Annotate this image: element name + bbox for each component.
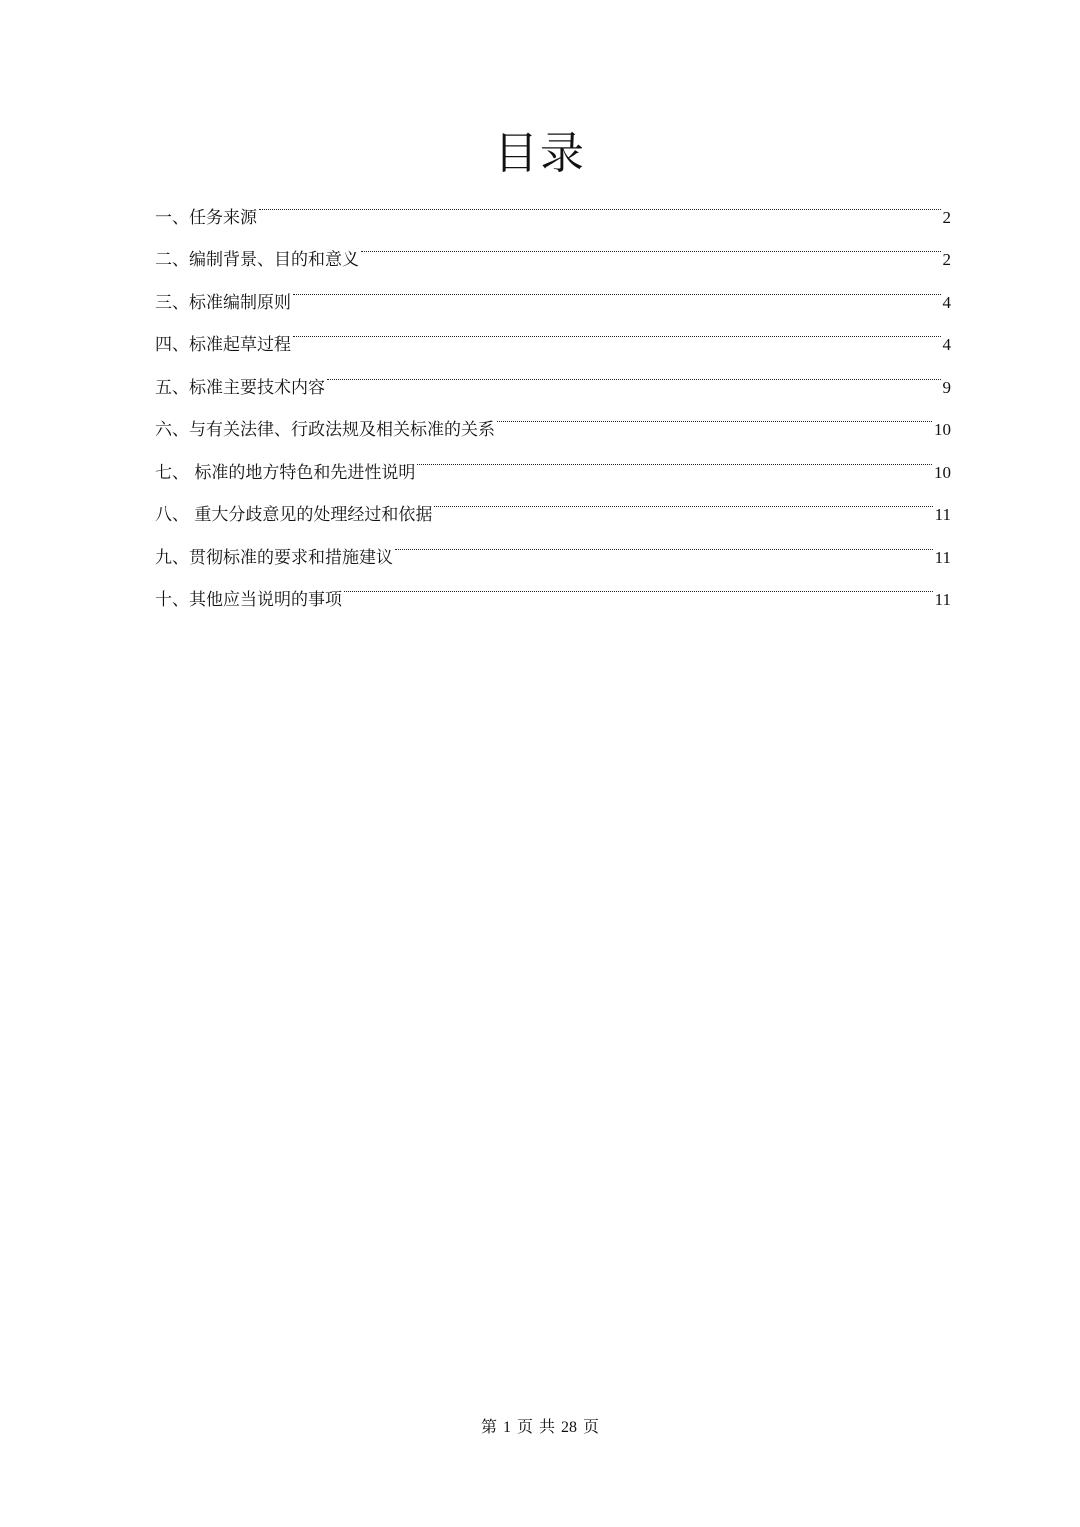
toc-entry-number: 十、: [155, 590, 189, 610]
footer-suffix: 页: [583, 1417, 600, 1436]
footer-current-page: 1: [502, 1419, 511, 1436]
toc-entry-page-number: 11: [934, 505, 951, 524]
toc-entry-label: 标准编制原则: [189, 292, 291, 313]
footer-prefix: 第: [480, 1417, 497, 1436]
toc-entry-label: 贯彻标准的要求和措施建议: [189, 547, 393, 568]
footer-total-pages: 28: [561, 1419, 578, 1436]
toc-dot-leader: [434, 478, 932, 521]
toc-dot-leader: [395, 520, 933, 563]
toc-entry-number: 四、: [155, 335, 189, 355]
toc-entry-label: 任务来源: [189, 207, 257, 228]
toc-dot-leader: [327, 350, 941, 393]
toc-entry-page-number: 10: [934, 462, 951, 482]
toc-entry-2[interactable]: [155, 223, 951, 270]
toc-entry-label: 编制背景、目的和意义: [189, 250, 359, 270]
toc-dot-leader: [417, 435, 932, 478]
toc-entry-number: 一、: [155, 207, 189, 228]
footer-total-word: 共: [539, 1417, 556, 1436]
toc-entry-page-number: 11: [934, 547, 951, 567]
toc-dot-leader: [497, 393, 932, 436]
toc-entry-page-number: 10: [934, 420, 951, 439]
toc-entry-number: 三、: [155, 292, 189, 313]
toc-dot-leader: [344, 563, 933, 606]
page-footer: [0, 1414, 1080, 1441]
toc-entry-label: 重大分歧意见的处理经过和依据: [189, 505, 433, 525]
toc-entry-number: 八、: [155, 505, 189, 525]
toc-entry-1[interactable]: [155, 180, 951, 228]
toc-entry-number: 九、: [155, 547, 189, 568]
toc-entry-page-number: 2: [942, 207, 951, 227]
page-title: 目录: [494, 128, 586, 179]
toc-dot-leader: [361, 223, 941, 266]
toc-entry-number: 二、: [155, 250, 189, 270]
toc-entry-page-number: 11: [934, 590, 951, 609]
toc-dot-leader: [293, 265, 941, 308]
toc-entry-page-number: 4: [942, 292, 951, 312]
toc-entry-number: 七、: [155, 462, 189, 483]
toc-entry-page-number: 2: [942, 250, 951, 269]
table-of-contents: [155, 180, 951, 610]
toc-dot-leader: [293, 308, 941, 351]
toc-entry-label: 标准的地方特色和先进性说明: [189, 462, 416, 483]
toc-entry-page-number: 9: [942, 377, 951, 397]
toc-entry-page-number: 4: [942, 335, 951, 354]
toc-entry-label: 与有关法律、行政法规及相关标准的关系: [189, 420, 495, 440]
toc-entry-label: 其他应当说明的事项: [189, 590, 342, 610]
toc-dot-leader: [259, 180, 941, 223]
toc-entry-label: 标准主要技术内容: [189, 377, 325, 398]
toc-entry-number: 五、: [155, 377, 189, 398]
toc-entry-label: 标准起草过程: [189, 335, 291, 355]
footer-page-word: 页: [516, 1417, 533, 1436]
toc-entry-number: 六、: [155, 420, 189, 440]
